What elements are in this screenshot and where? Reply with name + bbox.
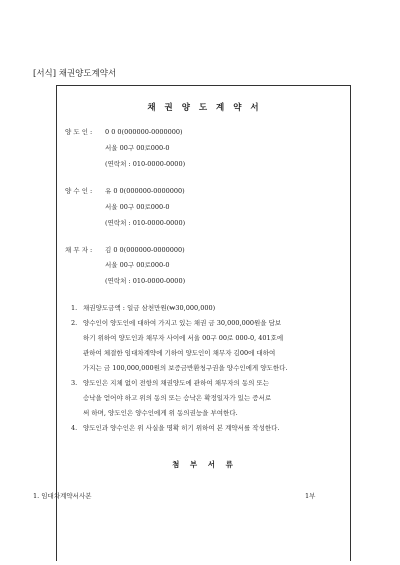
party-line: 서울 00구 00로000-0 xyxy=(105,144,170,152)
party-role-label: 양 수 인 : xyxy=(65,187,93,195)
party-role-label: 채 무 자 : xyxy=(65,246,93,254)
clause-number: 1. xyxy=(71,304,78,312)
party-line: 유 0 0(000000-0000000) xyxy=(105,187,185,195)
attachment-count: 1부 xyxy=(305,492,316,500)
attachment-name: 1. 임대차계약서사본 xyxy=(33,492,92,500)
clause-text: 채권양도금액 : 일금 삼천만원(₩30,000,000) xyxy=(83,304,216,312)
clause-text: 양도인은 지체 없이 전항의 채권양도에 관하여 채무자의 동의 또는 xyxy=(83,379,270,387)
clause-text: 양수인이 양도인에 대하여 가지고 있는 채권 금 30,000,000원을 담보 xyxy=(83,319,282,327)
clause-text: 하기 위하여 양도인과 채무자 사이에 서울 00구 00로 000-0, 401호에 xyxy=(83,334,284,342)
party-line: (연락처 : 010-0000-0000) xyxy=(105,277,186,285)
contract-document xyxy=(33,85,351,561)
party-line: 0 0 0(000000-0000000) xyxy=(105,128,183,136)
party-role-label: 양 도 인 : xyxy=(65,128,93,136)
party-line: 김 0 0(000000-0000000) xyxy=(105,246,185,254)
party-line: (연락처 : 010-0000-0000) xyxy=(105,219,186,227)
clause-number: 3. xyxy=(71,379,78,387)
clause-text: 양도인과 양수인은 위 사실을 명확 히기 위하여 본 계약서를 작성한다. xyxy=(83,424,280,432)
party-line: 서울 00구 00로000-0 xyxy=(105,203,170,211)
clause-number: 2. xyxy=(71,319,78,327)
clause-text: 가지는 금 100,000,000원의 보증금반환청구권을 양수인에게 양도한다. xyxy=(83,364,288,372)
form-label: [서식] 채권양도계약서 xyxy=(33,69,117,79)
clause-text: 승낙을 얻어야 하고 위의 동의 또는 승낙은 확정일자가 있는 증서로 xyxy=(83,394,272,402)
party-line: (연락처 : 010-0000-0000) xyxy=(105,160,186,168)
clause-text: 써 하며, 양도인은 양수인에게 위 동의권능을 부여한다. xyxy=(83,409,238,417)
party-line: 서울 00구 00로000-0 xyxy=(105,261,170,269)
document-title: 채 권 양 도 계 약 서 xyxy=(147,103,262,113)
clause-number: 4. xyxy=(71,424,78,432)
clause-text: 관하여 체결한 임대차계약에 기하여 양도인이 채무자 김00에 대하여 xyxy=(83,349,276,357)
attachments-title: 첨 부 서 류 xyxy=(172,460,237,469)
